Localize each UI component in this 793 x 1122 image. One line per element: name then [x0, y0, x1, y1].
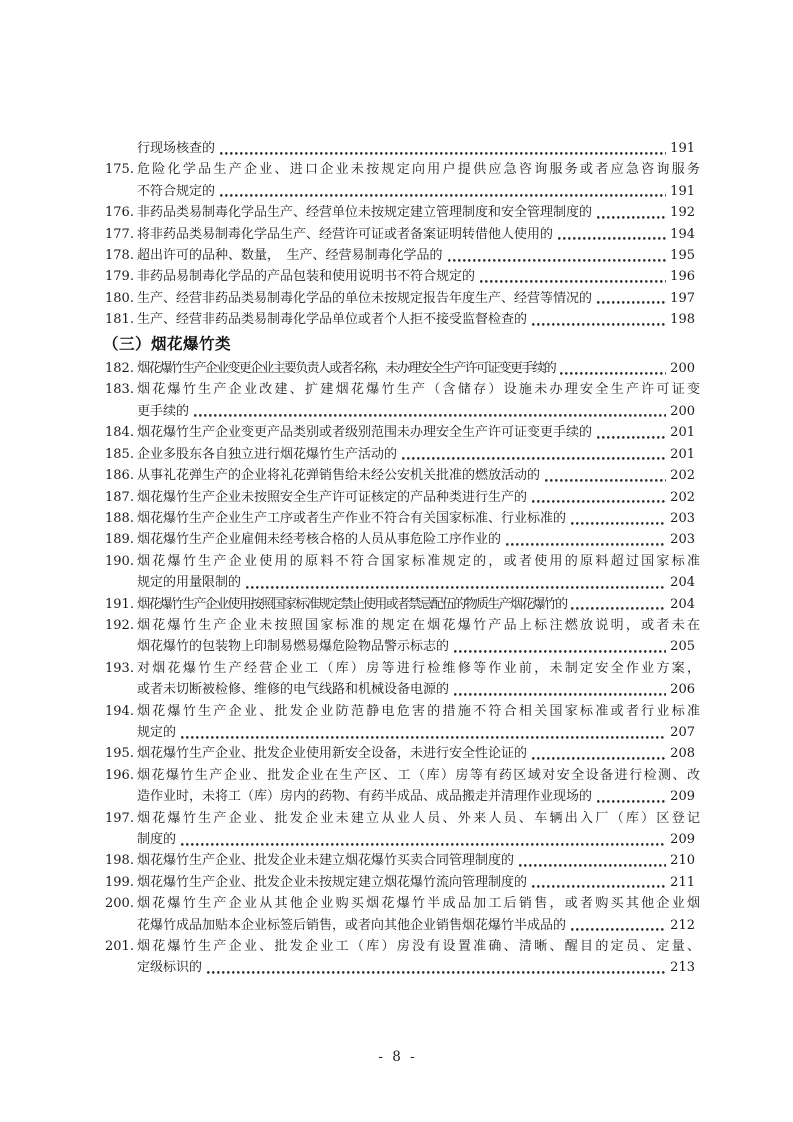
- dot-leader: [519, 850, 666, 871]
- entry-text: 定级标识的: [137, 960, 203, 976]
- entry-text: 规定的用量限制的: [137, 575, 242, 591]
- entry-number: 180.: [105, 290, 134, 306]
- dot-leader: [402, 444, 666, 465]
- dot-leader: [181, 722, 666, 743]
- entry-page-number: 200: [670, 361, 695, 377]
- entry-number: 198.: [105, 853, 134, 869]
- entry-final-line: [137, 915, 700, 936]
- entry-page-number: 204: [670, 596, 695, 612]
- entry-number: 178.: [105, 248, 134, 264]
- entry-number: 175.: [105, 162, 134, 178]
- toc-entry: [105, 245, 700, 266]
- entry-number: 187.: [105, 489, 134, 505]
- toc-entry: [105, 444, 700, 465]
- entry-number: 191.: [105, 596, 134, 612]
- entry-text-line: 烟花爆竹生产企业、批发企业工（库）房没有设置准确、清晰、醒目的定员、定量、: [137, 939, 700, 955]
- entry-text-line: 烟花爆竹生产企业未按照国家标准的规定在烟花爆竹产品上标注燃放说明，或者未在: [137, 617, 700, 633]
- dot-leader: [532, 743, 666, 764]
- entry-text: 烟花爆竹生产企业变更产品类别或者级别范围未办理安全生产许可证变更手续的: [137, 425, 593, 441]
- entry-final-line: [137, 245, 700, 266]
- dot-leader: [545, 465, 666, 486]
- entry-text: 烟花爆竹生产企业使用按照国家标准规定禁止使用或者禁忌配伍的物质生产烟花爆竹的: [137, 596, 567, 612]
- entry-final-line: [137, 636, 700, 657]
- toc-entry: [105, 765, 700, 808]
- toc-entry: [105, 658, 700, 701]
- toc-entry: [105, 487, 700, 508]
- entry-text-line: 烟花爆竹生产企业从其他企业购买烟花爆竹半成品加工后销售，或者购买其他企业烟: [137, 896, 700, 912]
- entry-text: 非药品类易制毒化学品生产、经营单位未按规定建立管理制度和安全管理制度的: [137, 205, 593, 221]
- entry-text: 造作业时，未将工（库）房内的药物、有药半成品、成品搬走并清理作业现场的: [137, 789, 593, 805]
- dot-leader: [571, 915, 666, 936]
- toc-entry: [105, 422, 700, 443]
- entry-final-line: [137, 850, 700, 871]
- dot-leader: [454, 636, 666, 657]
- entry-final-line: [137, 957, 700, 978]
- toc-entry: [105, 551, 700, 594]
- dot-leader: [571, 594, 666, 615]
- entry-text: 更手续的: [137, 403, 190, 419]
- entry-number: 183.: [105, 382, 134, 398]
- entry-page-number: 194: [670, 226, 695, 242]
- entry-page-number: 213: [670, 960, 695, 976]
- entry-page-number: 201: [670, 446, 695, 462]
- entry-page-number: 202: [670, 489, 695, 505]
- dot-leader: [220, 138, 666, 159]
- entry-page-number: 192: [670, 205, 695, 221]
- dot-leader: [558, 224, 666, 245]
- entry-final-line: [137, 444, 700, 465]
- toc-entry: [105, 701, 700, 744]
- dot-leader: [532, 487, 666, 508]
- toc-entry: [105, 266, 700, 287]
- entry-number: 189.: [105, 532, 134, 548]
- entry-final-line: [137, 401, 700, 422]
- entry-page-number: 209: [670, 832, 695, 847]
- entry-number: 184.: [105, 425, 134, 441]
- entry-final-line: [137, 829, 700, 850]
- toc-entry: [105, 850, 700, 871]
- entry-text: 不符合规定的: [137, 183, 216, 199]
- entry-page-number: 197: [670, 290, 695, 306]
- toc-entry: [105, 358, 700, 379]
- dot-leader: [532, 872, 666, 893]
- entry-final-line: [137, 309, 700, 330]
- entry-text: 烟花爆竹生产企业雇佣未经考核合格的人员从事危险工序作业的: [137, 532, 502, 548]
- entry-final-line: [137, 786, 700, 807]
- entry-final-line: [137, 572, 700, 593]
- entry-text: 烟花爆竹生产企业、批发企业未按规定建立烟花爆竹流向管理制度的: [137, 874, 528, 890]
- section-heading: （三）烟花爆竹类: [103, 334, 232, 353]
- entry-text-line: 对烟花爆竹生产经营企业工（库）房等进行检维修等作业前，未制定安全作业方案，: [137, 660, 700, 676]
- entry-page-number: 211: [670, 874, 695, 890]
- toc-entry: [105, 743, 700, 764]
- entry-text: 或者未切断被检修、维修的电气线路和机械设备电源的: [137, 682, 450, 698]
- entry-number: 199.: [105, 874, 134, 890]
- dot-leader: [571, 508, 666, 529]
- entry-final-line: [137, 224, 700, 245]
- dot-leader: [560, 358, 666, 379]
- entry-final-line: [137, 872, 700, 893]
- entry-page-number: 203: [670, 510, 695, 526]
- entry-page-number: 202: [670, 468, 695, 484]
- entry-text-line: 烟花爆竹生产企业改建、扩建烟花爆竹生产（含储存）设施未办理安全生产许可证变: [137, 382, 700, 398]
- entry-number: 193.: [105, 660, 134, 676]
- entry-page-number: 206: [670, 682, 695, 698]
- entry-number: 181.: [105, 312, 134, 328]
- toc-entry: [105, 309, 700, 330]
- entry-page-number: 191: [670, 183, 695, 199]
- entry-text-line: 烟花爆竹生产企业、批发企业在生产区、工（库）房等有药区域对安全设备进行检测、改: [137, 767, 700, 783]
- toc-entry: [105, 202, 700, 223]
- toc-entry: [105, 808, 700, 851]
- entry-text: 烟花爆竹生产企业未按照安全生产许可证核定的产品种类进行生产的: [137, 489, 528, 505]
- entry-text: 烟花爆竹生产企业、批发企业未建立烟花爆竹买卖合同管理制度的: [137, 853, 515, 869]
- toc-entry: [105, 936, 700, 979]
- entry-final-line: [137, 487, 700, 508]
- dot-leader: [448, 245, 667, 266]
- entry-number: 182.: [105, 361, 134, 377]
- entry-text: 行现场核查的: [137, 141, 216, 156]
- dot-leader: [220, 181, 666, 202]
- entry-text-line: 烟花爆竹生产企业、批发企业防范静电危害的措施不符合相关国家标准或者行业标准: [137, 703, 700, 719]
- entry-final-line: [137, 594, 700, 615]
- entry-final-line: [137, 202, 700, 223]
- toc-entry: [105, 224, 700, 245]
- entry-number: 177.: [105, 226, 134, 242]
- entry-final-line: [137, 288, 700, 309]
- entry-page-number: 196: [670, 269, 695, 285]
- entry-number: 186.: [105, 468, 134, 484]
- dot-leader: [597, 786, 666, 807]
- entry-text: 烟花爆竹生产企业、批发企业使用新安全设备，未进行安全性论证的: [137, 746, 528, 762]
- dot-leader: [597, 288, 666, 309]
- toc-list: [105, 138, 700, 979]
- entry-number: 194.: [105, 703, 134, 719]
- entry-final-line: [137, 358, 700, 379]
- entry-page-number: 205: [670, 639, 695, 655]
- toc-entry: [105, 529, 700, 550]
- entry-number: 196.: [105, 767, 134, 783]
- toc-entry: [105, 872, 700, 893]
- dot-leader: [194, 401, 666, 422]
- entry-page-number: 201: [670, 425, 695, 441]
- entry-number: 188.: [105, 510, 134, 526]
- entry-page-number: 200: [670, 403, 695, 419]
- dot-leader: [246, 572, 666, 593]
- entry-final-line: [137, 138, 700, 159]
- entry-number: 195.: [105, 746, 134, 762]
- entry-number: 176.: [105, 205, 134, 221]
- dot-leader: [532, 309, 666, 330]
- entry-number: 192.: [105, 617, 134, 633]
- dot-leader: [597, 422, 666, 443]
- entry-text: 烟花爆竹生产企业生产工序或者生产作业不符合有关国家标准、行业标准的: [137, 510, 567, 526]
- entry-final-line: [137, 266, 700, 287]
- entry-page-number: 203: [670, 532, 695, 548]
- toc-entry: [105, 465, 700, 486]
- entry-text: 花爆竹成品加贴本企业标签后销售，或者向其他企业销售烟花爆竹半成品的: [137, 917, 567, 933]
- entry-text: 企业多股东各自独立进行烟花爆竹生产活动的: [137, 446, 398, 462]
- entry-final-line: [137, 743, 700, 764]
- toc-entry: [105, 508, 700, 529]
- entry-text: 生产、经营非药品类易制毒化学品的单位未按规定报告年度生产、经营等情况的: [137, 290, 593, 306]
- toc-entry: [105, 159, 700, 202]
- entry-text: 烟花爆竹生产企业变更企业主要负责人或者名称，未办理安全生产许可证变更手续的: [137, 361, 556, 377]
- entry-final-line: [137, 679, 700, 700]
- entry-text-line: 危险化学品生产企业、进口企业未按规定向用户提供应急咨询服务或者应急咨询服务: [137, 162, 700, 178]
- dot-leader: [454, 679, 666, 700]
- toc-entry: [105, 138, 700, 159]
- entry-number: 179.: [105, 269, 134, 285]
- entry-final-line: [137, 508, 700, 529]
- toc-entry: [105, 615, 700, 658]
- dot-leader: [207, 957, 666, 978]
- entry-number: 197.: [105, 810, 134, 826]
- entry-text: 将非药品类易制毒化学品生产、经营许可证或者备案证明转借他人使用的: [137, 226, 554, 242]
- entry-number: 190.: [105, 553, 134, 569]
- entry-final-line: [137, 181, 700, 202]
- dot-leader: [181, 829, 666, 850]
- entry-page-number: 210: [670, 853, 695, 869]
- entry-page-number: 207: [670, 724, 695, 740]
- entry-text: 从事礼花弹生产的企业将礼花弹销售给未经公安机关批准的燃放活动的: [137, 468, 541, 484]
- entry-number: 201.: [105, 939, 134, 955]
- entry-text-line: 烟花爆竹生产企业使用的原料不符合国家标准规定的，或者使用的原料超过国家标准: [137, 553, 700, 569]
- page-number-footer: - 8 -: [378, 1049, 415, 1065]
- entry-page-number: 195: [670, 248, 695, 264]
- toc-entry: [105, 594, 700, 615]
- entry-text: 烟花爆竹的包装物上印制易燃易爆危险物品警示标志的: [137, 639, 450, 655]
- entry-text: 规定的: [137, 724, 177, 740]
- entry-final-line: [137, 465, 700, 486]
- entry-final-line: [137, 422, 700, 443]
- entry-page-number: 191: [670, 141, 695, 156]
- entry-page-number: 212: [670, 917, 695, 933]
- entry-page-number: 198: [670, 312, 695, 328]
- entry-text: 生产、经营非药品类易制毒化学品单位或者个人拒不接受监督检查的: [137, 312, 528, 328]
- entry-text: 制度的: [137, 832, 177, 847]
- entry-page-number: 204: [670, 575, 695, 591]
- entry-text: 非药品易制毒化学品的产品包装和使用说明书不符合规定的: [137, 269, 476, 285]
- dot-leader: [597, 202, 666, 223]
- dot-leader: [506, 529, 666, 550]
- toc-entry: [105, 288, 700, 309]
- dot-leader: [480, 266, 666, 287]
- entry-final-line: [137, 722, 700, 743]
- entry-page-number: 208: [670, 746, 695, 762]
- entry-final-line: [137, 529, 700, 550]
- entry-page-number: 209: [670, 789, 695, 805]
- entry-text-line: 烟花爆竹生产企业、批发企业未建立从业人员、外来人员、车辆出入厂（库）区登记: [137, 810, 700, 826]
- entry-number: 185.: [105, 446, 134, 462]
- entry-text: 超出许可的品种、数量， 生产、经营易制毒化学品的: [137, 248, 443, 264]
- toc-entry: [105, 379, 700, 422]
- entry-number: 200.: [105, 896, 134, 912]
- toc-entry: [105, 893, 700, 936]
